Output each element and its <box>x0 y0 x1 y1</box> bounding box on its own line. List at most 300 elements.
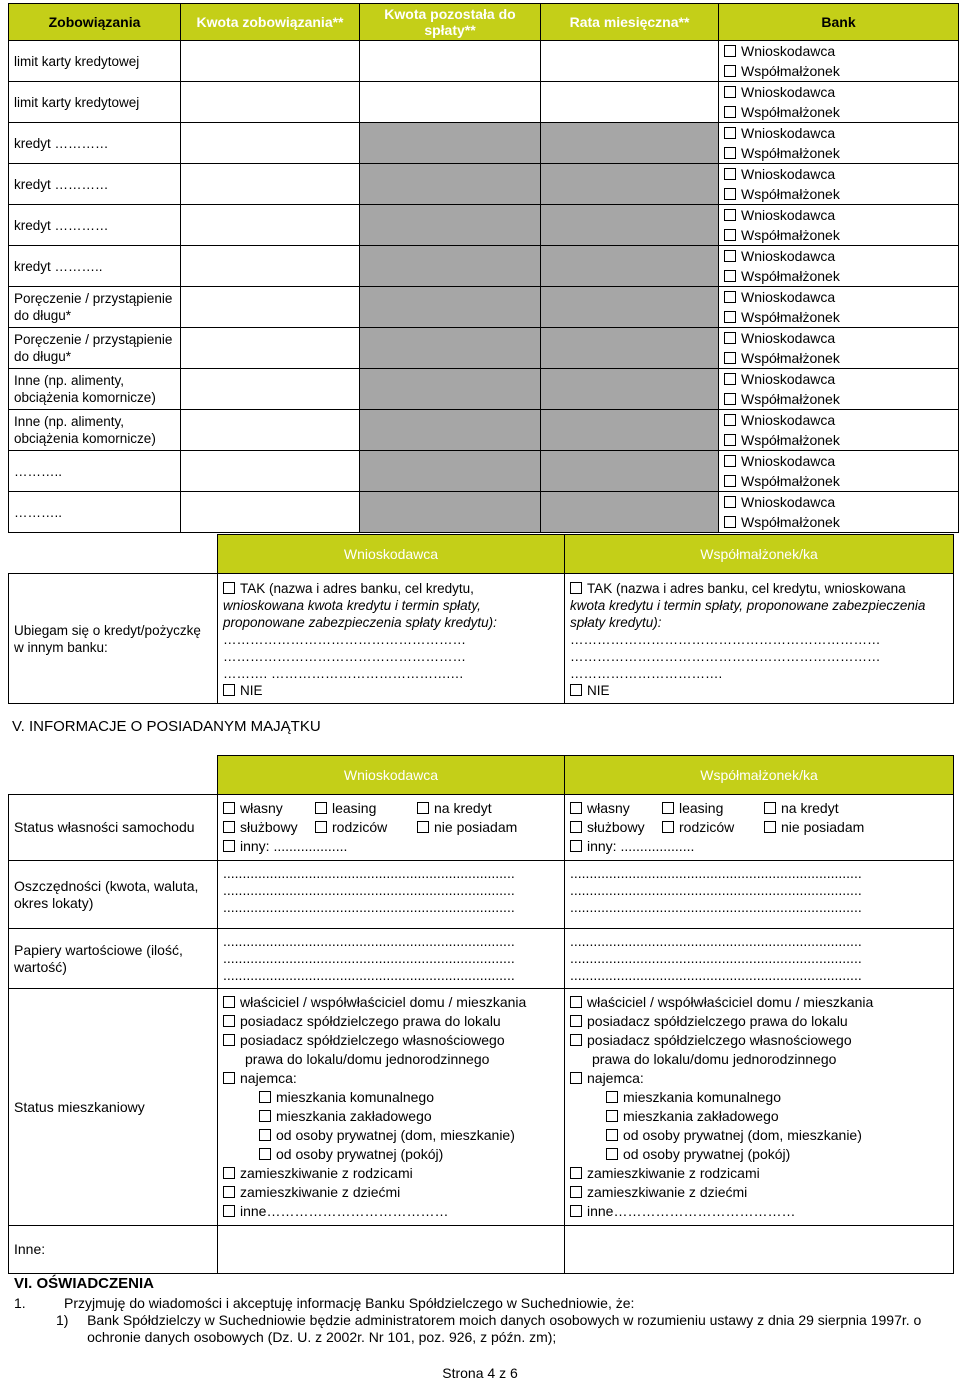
bank-option-label: Współmałżonek <box>741 186 840 202</box>
bank-cell <box>719 369 959 410</box>
installment-cell <box>541 328 719 369</box>
bank-option <box>724 430 958 450</box>
car-options <box>570 799 948 837</box>
amount-cell[interactable] <box>181 82 360 123</box>
obligation-label: ……….. <box>9 492 181 533</box>
housing-option-label: właściciel / współwłaściciel domu / mieszkania <box>587 994 874 1010</box>
obligation-label: kredyt ………… <box>9 205 181 246</box>
amount-cell[interactable] <box>181 246 360 287</box>
housing-option-checkbox[interactable] <box>570 996 582 1008</box>
housing-option-label: mieszkania zakładowego <box>276 1108 432 1124</box>
obligations-header-row <box>9 4 959 41</box>
housing-option-label: od osoby prywatnej (pokój) <box>276 1146 444 1162</box>
amount-cell[interactable] <box>181 328 360 369</box>
housing-option <box>223 1164 559 1183</box>
dots-line[interactable]: ........................................................................... <box>223 967 515 983</box>
car-options <box>223 799 559 837</box>
bank-cell <box>719 328 959 369</box>
other-label: Inne: <box>9 1226 218 1274</box>
housing-option <box>223 1183 559 1202</box>
housing-option-label: właściciel / współwłaściciel domu / mieszkania <box>240 994 527 1010</box>
housing-option-label: inne………………………………… <box>240 1203 449 1219</box>
dots-line[interactable]: ………. ………………………………….… <box>223 666 464 681</box>
obligations-table <box>8 3 959 533</box>
car-option-checkbox[interactable] <box>570 821 582 833</box>
bank-option-label: Wnioskodawca <box>741 453 836 469</box>
bank-option-label: Wnioskodawca <box>741 412 836 428</box>
car-other <box>570 837 948 856</box>
spouse-checkbox[interactable] <box>724 229 736 241</box>
car-option <box>662 799 764 818</box>
amount-cell[interactable] <box>181 205 360 246</box>
amount-cell[interactable] <box>181 451 360 492</box>
amount-cell[interactable] <box>181 41 360 82</box>
car-option-label: nie posiadam <box>781 819 865 835</box>
bank-option-label: Współmałżonek <box>741 145 840 161</box>
bank-option <box>724 246 958 266</box>
other-banks-table <box>8 534 954 704</box>
obligation-row <box>9 492 959 533</box>
dots-line[interactable]: …………………………………………………………… <box>570 632 881 647</box>
bank-option <box>724 471 958 491</box>
housing-option <box>570 1183 948 1202</box>
tak-details: kwota kredytu i termin spłaty, proponowane zabezpieczenia spłaty kredytu): <box>570 598 926 630</box>
housing-option-label: prawa do lokalu/domu jednorodzinnego <box>245 1051 490 1067</box>
dots-line[interactable]: ……………………………………………… <box>223 649 466 664</box>
bank-option <box>724 184 958 204</box>
bank-option-label: Wnioskodawca <box>741 43 836 59</box>
bank-cell <box>719 246 959 287</box>
bank-option <box>724 61 958 81</box>
housing-option-checkbox[interactable] <box>606 1129 618 1141</box>
applicant-checkbox[interactable] <box>724 291 736 303</box>
car-other-checkbox[interactable] <box>570 840 582 852</box>
housing-option-checkbox[interactable] <box>570 1167 582 1179</box>
bank-cell <box>719 410 959 451</box>
applicant-checkbox[interactable] <box>724 455 736 467</box>
housing-option-checkbox[interactable] <box>570 1072 582 1084</box>
dots-line[interactable]: ........................................................................... <box>223 899 515 915</box>
section-6-title: VI. OŚWIADCZENIA <box>14 1275 155 1292</box>
housing-option <box>223 1031 559 1050</box>
installment-cell <box>541 410 719 451</box>
bank-option-label: Współmałżonek <box>741 309 840 325</box>
bank-option-label: Wnioskodawca <box>741 166 836 182</box>
dots-line[interactable]: …………………………………………………………… <box>570 649 881 664</box>
installment-cell <box>541 246 719 287</box>
housing-option-checkbox[interactable] <box>259 1129 271 1141</box>
housing-option <box>223 993 559 1012</box>
other-banks-label: Ubiegam się o kredyt/pożyczkę w innym banku: <box>9 574 218 704</box>
obligation-row <box>9 82 959 123</box>
bank-option-label: Współmałżonek <box>741 350 840 366</box>
tak-checkbox[interactable] <box>570 582 582 594</box>
assets-header-spouse: Współmałżonek/ka <box>565 756 954 795</box>
tak-label: TAK (nazwa i adres banku, cel kredytu, <box>240 581 474 596</box>
remaining-cell <box>360 369 541 410</box>
spouse-checkbox[interactable] <box>724 147 736 159</box>
bank-cell <box>719 287 959 328</box>
car-status-spouse <box>565 795 954 861</box>
housing-option <box>570 993 948 1012</box>
bank-option <box>724 512 958 532</box>
housing-option <box>570 1202 948 1221</box>
applicant-checkbox[interactable] <box>724 332 736 344</box>
header-bank: Bank <box>719 4 959 41</box>
tak-checkbox[interactable] <box>223 582 235 594</box>
bank-option <box>724 451 958 471</box>
housing-option <box>223 1012 559 1031</box>
bank-option-label: Wnioskodawca <box>741 125 836 141</box>
car-option-checkbox[interactable] <box>417 802 429 814</box>
bank-option <box>724 410 958 430</box>
spouse-checkbox[interactable] <box>724 434 736 446</box>
decl-num-1: 1. <box>14 1295 26 1311</box>
other-spouse-cell <box>565 574 954 704</box>
housing-option <box>223 1050 559 1069</box>
spouse-checkbox[interactable] <box>724 311 736 323</box>
other-applicant[interactable] <box>218 1226 565 1274</box>
dots-line[interactable]: ……………………………. <box>570 666 723 681</box>
installment-cell <box>541 123 719 164</box>
housing-option <box>223 1069 559 1088</box>
bank-option <box>724 328 958 348</box>
housing-option-label: zamieszkiwanie z rodzicami <box>240 1165 413 1181</box>
savings-spouse <box>565 861 954 929</box>
car-option-label: własny <box>587 800 630 816</box>
car-other <box>223 837 559 856</box>
dots-line[interactable]: ........................................................................... <box>223 933 515 949</box>
car-option <box>223 799 315 818</box>
bank-cell <box>719 492 959 533</box>
applicant-checkbox[interactable] <box>724 250 736 262</box>
section-5-title: V. INFORMACJE O POSIADANYM MAJĄTKU <box>12 718 321 735</box>
dots-line[interactable]: ……………………………………………… <box>223 632 466 647</box>
obligation-label: Poręczenie / przystąpienie do długu* <box>9 287 181 328</box>
bank-option-label: Wnioskodawca <box>741 371 836 387</box>
remaining-cell[interactable] <box>360 82 541 123</box>
car-option <box>315 818 417 837</box>
housing-option <box>570 1012 948 1031</box>
applicant-checkbox[interactable] <box>724 373 736 385</box>
housing-option-checkbox[interactable] <box>223 996 235 1008</box>
bank-option-label: Wnioskodawca <box>741 494 836 510</box>
obligation-label: limit karty kredytowej <box>9 41 181 82</box>
page-footer: Strona 4 z 6 <box>442 1365 518 1381</box>
bank-option <box>724 143 958 163</box>
car-other-label[interactable]: inny: ................... <box>587 838 695 854</box>
housing-option-checkbox[interactable] <box>223 1015 235 1027</box>
obligation-row <box>9 410 959 451</box>
car-option-label: służbowy <box>587 819 645 835</box>
bank-option <box>724 102 958 122</box>
car-status-applicant <box>218 795 565 861</box>
bank-option <box>724 492 958 512</box>
remaining-cell <box>360 287 541 328</box>
obligation-label: Poręczenie / przystąpienie do długu* <box>9 328 181 369</box>
remaining-cell <box>360 328 541 369</box>
spouse-checkbox[interactable] <box>724 65 736 77</box>
obligation-label: Inne (np. alimenty, obciążenia komornicze) <box>9 410 181 451</box>
housing-option-checkbox[interactable] <box>223 1034 235 1046</box>
housing-option-checkbox[interactable] <box>223 1205 235 1217</box>
applicant-checkbox[interactable] <box>724 127 736 139</box>
housing-option-label: zamieszkiwanie z dziećmi <box>240 1184 401 1200</box>
car-option <box>764 818 948 837</box>
car-option <box>417 799 559 818</box>
spouse-checkbox[interactable] <box>724 393 736 405</box>
car-other-checkbox[interactable] <box>223 840 235 852</box>
car-option-checkbox[interactable] <box>662 821 674 833</box>
car-option-checkbox[interactable] <box>223 802 235 814</box>
housing-option-checkbox[interactable] <box>606 1148 618 1160</box>
car-option-label: leasing <box>679 800 724 816</box>
housing-option <box>223 1126 559 1145</box>
dots-line[interactable]: ........................................................................... <box>570 865 862 881</box>
housing-option-checkbox[interactable] <box>570 1205 582 1217</box>
decl-text-1: Przyjmuję do wiadomości i akceptuję informację Banku Spółdzielczego w Suchedniowie, że: <box>64 1295 635 1311</box>
housing-option-checkbox[interactable] <box>570 1186 582 1198</box>
dots-line[interactable]: ........................................................................... <box>570 882 862 898</box>
amount-cell[interactable] <box>181 287 360 328</box>
housing-option-label: mieszkania komunalnego <box>276 1089 434 1105</box>
installment-cell <box>541 369 719 410</box>
dots-line[interactable]: ........................................................................... <box>223 865 515 881</box>
dots-line[interactable]: ........................................................................... <box>570 950 862 966</box>
housing-label: Status mieszkaniowy <box>9 989 218 1226</box>
car-option-checkbox[interactable] <box>764 802 776 814</box>
tak-details: wnioskowana kwota kredytu i termin spłaty, proponowane zabezpieczenia spłaty kredytu): <box>223 598 497 630</box>
obligation-row <box>9 41 959 82</box>
applicant-checkbox[interactable] <box>724 414 736 426</box>
housing-option-checkbox[interactable] <box>606 1110 618 1122</box>
bank-option-label: Wnioskodawca <box>741 84 836 100</box>
other-header-applicant: Wnioskodawca <box>218 535 565 574</box>
car-status-label: Status własności samochodu <box>9 795 218 861</box>
amount-cell[interactable] <box>181 410 360 451</box>
declaration <box>14 1295 934 1346</box>
dots-line[interactable]: ........................................................................... <box>570 933 862 949</box>
obligation-row <box>9 451 959 492</box>
car-option-label: służbowy <box>240 819 298 835</box>
obligation-label: Inne (np. alimenty, obciążenia komornicze) <box>9 369 181 410</box>
remaining-cell <box>360 246 541 287</box>
installment-cell[interactable] <box>541 82 719 123</box>
housing-option <box>570 1050 948 1069</box>
obligation-label: limit karty kredytowej <box>9 82 181 123</box>
car-option-label: rodziców <box>679 819 735 835</box>
housing-option <box>570 1107 948 1126</box>
bank-option-label: Wnioskodawca <box>741 248 836 264</box>
housing-option-checkbox[interactable] <box>259 1148 271 1160</box>
spouse-checkbox[interactable] <box>724 475 736 487</box>
bank-option <box>724 348 958 368</box>
other-applicant-cell <box>218 574 565 704</box>
housing-option <box>570 1164 948 1183</box>
housing-applicant <box>218 989 565 1226</box>
bank-option-label: Współmałżonek <box>741 473 840 489</box>
amount-cell[interactable] <box>181 164 360 205</box>
housing-option-checkbox[interactable] <box>223 1072 235 1084</box>
dots-line[interactable]: ........................................................................... <box>570 899 862 915</box>
car-option-label: własny <box>240 800 283 816</box>
bank-cell <box>719 41 959 82</box>
housing-option-label: inne………………………………… <box>587 1203 796 1219</box>
housing-option-checkbox[interactable] <box>606 1091 618 1103</box>
spouse-checkbox[interactable] <box>724 516 736 528</box>
remaining-cell <box>360 123 541 164</box>
decl-num-2: 1) <box>56 1312 69 1328</box>
bank-option-label: Współmałżonek <box>741 391 840 407</box>
bank-option-label: Wnioskodawca <box>741 207 836 223</box>
assets-table <box>8 755 954 1274</box>
nie-checkbox[interactable] <box>570 684 582 696</box>
applicant-checkbox[interactable] <box>724 496 736 508</box>
bank-option-label: Współmałżonek <box>741 104 840 120</box>
bank-cell <box>719 205 959 246</box>
amount-cell[interactable] <box>181 369 360 410</box>
car-option <box>764 799 948 818</box>
car-option <box>223 818 315 837</box>
bank-option <box>724 287 958 307</box>
bank-option <box>724 266 958 286</box>
housing-option-label: od osoby prywatnej (pokój) <box>623 1146 791 1162</box>
savings-applicant <box>218 861 565 929</box>
housing-option <box>223 1202 559 1221</box>
housing-option-label: posiadacz spółdzielczego prawa do lokalu <box>587 1013 848 1029</box>
bank-cell <box>719 451 959 492</box>
car-option-checkbox[interactable] <box>315 802 327 814</box>
bank-option-label: Współmałżonek <box>741 227 840 243</box>
housing-option-label: mieszkania zakładowego <box>623 1108 779 1124</box>
housing-option-checkbox[interactable] <box>259 1110 271 1122</box>
securities-label: Papiery wartościowe (ilość, wartość) <box>9 929 218 989</box>
housing-option <box>223 1145 559 1164</box>
remaining-cell <box>360 451 541 492</box>
housing-option-label: posiadacz spółdzielczego prawa do lokalu <box>240 1013 501 1029</box>
housing-option <box>570 1145 948 1164</box>
housing-option-label: posiadacz spółdzielczego własnościowego <box>240 1032 505 1048</box>
dots-line[interactable]: ........................................................................... <box>223 882 515 898</box>
amount-cell[interactable] <box>181 123 360 164</box>
bank-option-label: Współmałżonek <box>741 268 840 284</box>
remaining-cell <box>360 164 541 205</box>
bank-option-label: Współmałżonek <box>741 514 840 530</box>
bank-option-label: Wnioskodawca <box>741 289 836 305</box>
header-remaining: Kwota pozostała do spłaty** <box>360 4 541 41</box>
car-option-checkbox[interactable] <box>570 802 582 814</box>
installment-cell[interactable] <box>541 41 719 82</box>
spouse-checkbox[interactable] <box>724 352 736 364</box>
dots-line[interactable]: ........................................................................... <box>223 950 515 966</box>
car-option <box>570 818 662 837</box>
bank-option-label: Współmałżonek <box>741 63 840 79</box>
installment-cell <box>541 451 719 492</box>
remaining-cell <box>360 205 541 246</box>
car-option <box>315 799 417 818</box>
housing-option-checkbox[interactable] <box>570 1015 582 1027</box>
assets-header-applicant: Wnioskodawca <box>218 756 565 795</box>
car-other-label[interactable]: inny: ................... <box>240 838 348 854</box>
obligation-row <box>9 205 959 246</box>
spouse-checkbox[interactable] <box>724 270 736 282</box>
housing-option-checkbox[interactable] <box>223 1167 235 1179</box>
other-header-spouse: Współmałżonek/ka <box>565 535 954 574</box>
obligation-row <box>9 328 959 369</box>
applicant-checkbox[interactable] <box>724 168 736 180</box>
housing-option-checkbox[interactable] <box>570 1034 582 1046</box>
housing-option-checkbox[interactable] <box>223 1186 235 1198</box>
remaining-cell[interactable] <box>360 41 541 82</box>
housing-option-checkbox[interactable] <box>259 1091 271 1103</box>
bank-cell <box>719 123 959 164</box>
dots-line[interactable]: ........................................................................... <box>570 967 862 983</box>
car-option-checkbox[interactable] <box>315 821 327 833</box>
housing-option-label: od osoby prywatnej (dom, mieszkanie) <box>276 1127 515 1143</box>
header-obligations: Zobowiązania <box>9 4 181 41</box>
remaining-cell <box>360 410 541 451</box>
spouse-checkbox[interactable] <box>724 188 736 200</box>
nie-label: NIE <box>240 683 263 698</box>
housing-option <box>570 1088 948 1107</box>
car-option-checkbox[interactable] <box>764 821 776 833</box>
car-option-checkbox[interactable] <box>417 821 429 833</box>
amount-cell[interactable] <box>181 492 360 533</box>
car-option-label: na kredyt <box>434 800 492 816</box>
housing-option-label: posiadacz spółdzielczego własnościowego <box>587 1032 852 1048</box>
bank-option <box>724 41 958 61</box>
car-option-checkbox[interactable] <box>223 821 235 833</box>
housing-option-label: zamieszkiwanie z dziećmi <box>587 1184 748 1200</box>
installment-cell <box>541 164 719 205</box>
bank-option <box>724 225 958 245</box>
installment-cell <box>541 287 719 328</box>
nie-checkbox[interactable] <box>223 684 235 696</box>
nie-label: NIE <box>587 683 610 698</box>
car-option <box>417 818 559 837</box>
securities-applicant <box>218 929 565 989</box>
obligation-row <box>9 164 959 205</box>
car-option-label: leasing <box>332 800 377 816</box>
bank-option <box>724 369 958 389</box>
applicant-checkbox[interactable] <box>724 209 736 221</box>
housing-option <box>570 1126 948 1145</box>
bank-option <box>724 389 958 409</box>
applicant-checkbox[interactable] <box>724 86 736 98</box>
car-option-checkbox[interactable] <box>662 802 674 814</box>
car-option <box>570 799 662 818</box>
bank-option-label: Wnioskodawca <box>741 330 836 346</box>
spouse-checkbox[interactable] <box>724 106 736 118</box>
car-option-label: rodziców <box>332 819 388 835</box>
housing-spouse <box>565 989 954 1226</box>
installment-cell <box>541 492 719 533</box>
housing-option-label: najemca: <box>240 1070 297 1086</box>
car-option-label: nie posiadam <box>434 819 518 835</box>
bank-option <box>724 307 958 327</box>
bank-option <box>724 205 958 225</box>
applicant-checkbox[interactable] <box>724 45 736 57</box>
housing-option <box>223 1107 559 1126</box>
other-spouse[interactable] <box>565 1226 954 1274</box>
obligation-row <box>9 369 959 410</box>
housing-option-label: zamieszkiwanie z rodzicami <box>587 1165 760 1181</box>
header-installment: Rata miesięczna** <box>541 4 719 41</box>
obligation-label: kredyt ………… <box>9 123 181 164</box>
car-option-label: na kredyt <box>781 800 839 816</box>
bank-option <box>724 123 958 143</box>
housing-option <box>570 1069 948 1088</box>
